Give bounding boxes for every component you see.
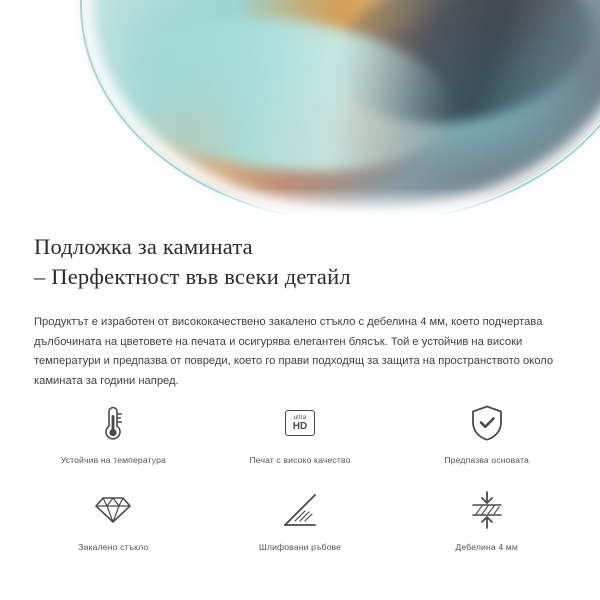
diamond-icon [94,487,132,533]
ultra-hd-print-icon [285,400,315,446]
glass-disc-graphic [84,0,600,220]
feature-label: Устойчив на температура [60,455,166,465]
body-paragraph: Продуктът е изработен от висококачествено закалено стъкло с дебелина 4 мм, което подчертава дълбочината на цветовете на печата и осигурява елегантен блясък. Той е устойчив на високи температури и предпазва от повреди, което го прави подходящ за защита на пространството около камината за години напред. [34,316,554,387]
feature-tempered-glass [20,487,207,552]
page-title-line1: Подложка за камината [34,234,253,259]
feature-label: Дебелина 4 мм [455,542,518,552]
thickness-arrows-icon [470,487,504,533]
page-title [34,232,568,292]
feature-grid [20,400,580,552]
feature-protection [393,400,580,465]
feature-label: Шлифовани ръбове [258,542,342,552]
ultra-hd-top: ultra [293,414,307,421]
page-title-line2: – Перфектност във всеки детайл [34,264,351,289]
feature-label: Печат с високо качество [249,455,351,465]
shield-check-icon [470,400,504,446]
feature-label: Предпазва основата [444,455,529,465]
polished-edges-icon [283,487,317,533]
hero-image [0,0,600,222]
feature-temperature [20,400,207,465]
feature-print-quality [207,400,394,465]
feature-thickness [393,487,580,552]
feature-label: Закалено стъкло [78,542,149,552]
hero-bottom-fade [0,188,600,222]
thermometer-icon [101,400,125,446]
ultra-hd-bottom: HD [292,420,308,432]
feature-polished-edges [207,487,394,552]
